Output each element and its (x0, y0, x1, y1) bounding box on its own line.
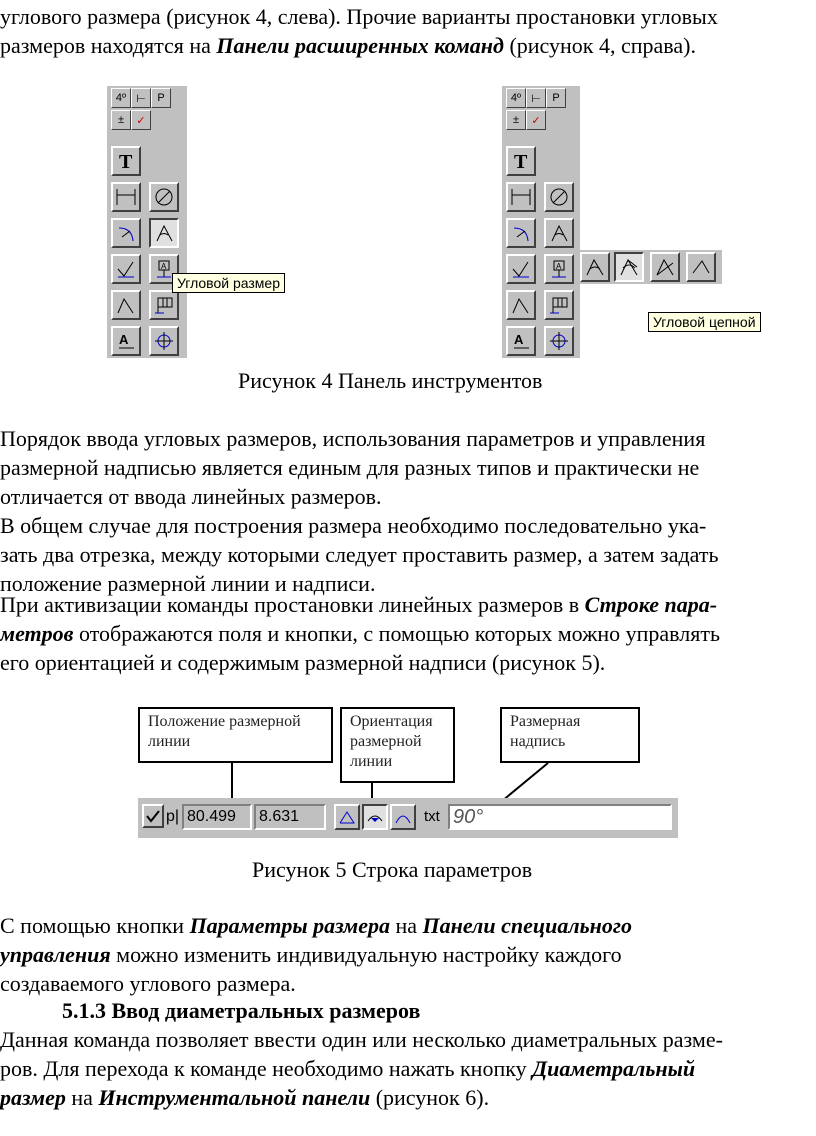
orientation-horizontal-icon[interactable] (334, 804, 360, 830)
text-line: Данная команда позволяет ввести один или несколько диаметральных разме- (0, 1027, 723, 1052)
small-tool-icon[interactable]: ± (111, 110, 131, 130)
text-line: его ориентацией и содержимым размерной надписи (рисунок 5). (0, 650, 606, 675)
orientation-vertical-icon[interactable] (390, 804, 416, 830)
small-tool-icon[interactable]: P (546, 88, 566, 108)
svg-text:A: A (556, 262, 562, 271)
text-line: метров отображаются поля и кнопки, с помощью которых можно управлять (0, 621, 720, 646)
text-line: Порядок ввода угловых размеров, использования параметров и управления (0, 426, 706, 451)
text-line: положение размерной линии и надписи. (0, 571, 376, 596)
orientation-aligned-icon[interactable] (362, 804, 388, 830)
coordinate-x-field[interactable]: 80.499 (182, 804, 252, 830)
text-line: С помощью кнопки Параметры размера на Панели специального (0, 913, 632, 938)
tooltip: Угловой размер (172, 273, 285, 293)
small-tool-icon[interactable]: ✓ (131, 110, 151, 130)
txt-label: txt (424, 808, 440, 825)
text-line: размер на Инструментальной панели (рисунок 6). (0, 1085, 490, 1110)
callout-dimension-line-position: Положение размерной линии (138, 707, 333, 763)
p-label: p| (166, 808, 180, 825)
tooltip: Угловой цепной (648, 312, 761, 332)
text-line: зать два отрезка, между которыми следует проставить размер, а затем задать (0, 542, 719, 567)
callout-dimension-text: Размерная надпись (500, 707, 640, 763)
parameters-bar (138, 798, 678, 838)
small-tool-icon[interactable]: P (151, 88, 171, 108)
coordinate-y-field[interactable]: 8.631 (254, 804, 326, 830)
small-tool-icon[interactable]: ✓ (526, 110, 546, 130)
text-line: В общем случае для построения размера необходимо последовательно ука- (0, 513, 707, 538)
text-line: При активизации команды простановки линейных размеров в Строке пара- (0, 592, 718, 617)
text-line: ров. Для перехода к команде необходимо нажать кнопку Диаметральный (0, 1056, 696, 1081)
figure-caption: Рисунок 4 Панель инструментов (238, 368, 543, 393)
text-line: управления можно изменить индивидуальную настройку каждого (0, 942, 622, 967)
figure-caption: Рисунок 5 Строка параметров (252, 857, 533, 882)
text-line: размеров находятся на Панели расширенных команд (рисунок 4, справа). (0, 33, 696, 58)
section-heading: 5.1.3 Ввод диаметральных размеров (62, 998, 421, 1023)
text-line: углового размера (рисунок 4, слева). Прочие варианты простановки угловых (0, 4, 718, 29)
check-icon[interactable] (142, 804, 164, 828)
svg-text:A: A (514, 332, 524, 347)
text-line: отличается от ввода линейных размеров. (0, 484, 382, 509)
text-line: размерной надписью является единым для разных типов и практически не (0, 455, 700, 480)
small-tool-icon[interactable]: 4º (111, 88, 131, 108)
dimension-text-field[interactable]: 90° (448, 804, 672, 830)
small-tool-icon[interactable]: 4º (506, 88, 526, 108)
svg-text:A: A (161, 262, 167, 271)
callout-dimension-line-orientation: Ориентация размерной линии (340, 707, 455, 783)
small-tool-icon[interactable]: ⊢ (131, 88, 151, 108)
small-tool-icon[interactable]: ⊢ (526, 88, 546, 108)
svg-text:T: T (119, 151, 133, 171)
small-tool-icon[interactable]: ± (506, 110, 526, 130)
svg-text:T: T (514, 151, 528, 171)
text-line: создаваемого углового размера. (0, 971, 296, 996)
svg-text:A: A (119, 332, 129, 347)
